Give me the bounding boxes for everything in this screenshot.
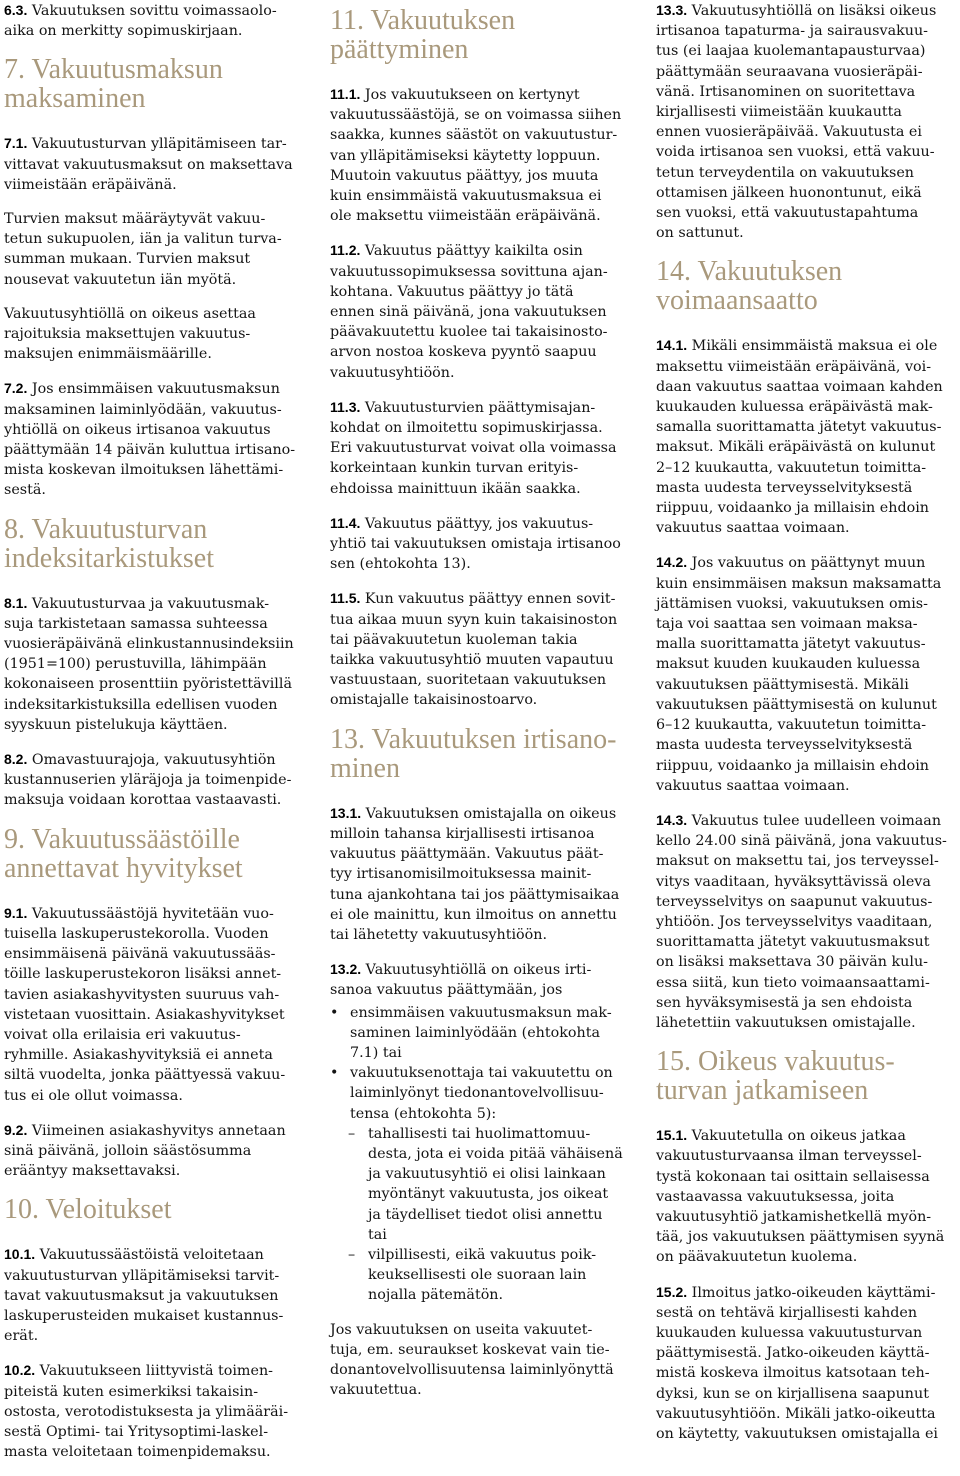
clause-number: 15.2.	[656, 1283, 688, 1300]
clause-text: Jos ensimmäisen vakuutusmaksun maksaminen laiminlyödään, vakuutus- yhtiöllä on oikeus irtisanoa vakuutus päättymään 14 päivän kuluttua irtisano- mista koskevan ilmoituksen lähettämi- sestä.	[4, 381, 296, 499]
clause-text: Vakuutetulla on oikeus jatkaa vakuutusturvaansa ilman terveyssel- tystä kokonaan tai osittain sellaisessa vastaavassa vakuutuksessa, joita vakuutusyhtiö jatkamishetkellä myön- tää, jos vakuutuksen päättymisen syynä on päävakuutetun kuolema.	[656, 1128, 945, 1266]
clause-text: Vakuutusturvaa ja vakuutusmak- suja tarkistetaan samassa suhteessa vuosieräpäivänä elinkustannusindeksiin (1951=100) perustuvilla, lähimpään kokonaiseen prosenttiin pyöristettävillä indeksitarkistuksilla edellisen vuoden syyskuun pistelukuja käyttäen.	[4, 595, 294, 733]
clause-number: 10.1.	[4, 1246, 36, 1263]
clause-8-2	[4, 749, 310, 811]
clause-number: 13.2.	[330, 961, 362, 978]
clause-13-1	[330, 803, 636, 945]
clause-14-2	[656, 552, 956, 795]
clause-number: 6.3.	[4, 2, 28, 18]
section-heading-8: 8. Vakuutusturvan indeksitarkistukset	[4, 513, 214, 574]
clause-text: Vakuutusyhtiöllä on oikeus irti- sanoa vakuutus päättymään, jos	[330, 962, 592, 999]
clause-text: Viimeinen asiakashyvitys annetaan sinä päivänä, jolloin säästösumma erääntyy maksettavaksi.	[4, 1122, 286, 1180]
clause-8-1	[4, 593, 310, 735]
clause-number: 8.2.	[4, 751, 28, 768]
clause-number: 15.1.	[656, 1127, 688, 1144]
section-heading-10: 10. Veloitukset	[4, 1194, 172, 1226]
clause-14-1	[656, 335, 956, 538]
clause-number: 14.1.	[656, 337, 688, 354]
list-item: • vakuutuksenottaja tai vakuutettu on laiminlyönyt tiedonantovelvollisuu- tensa (ehtokohta 5):	[330, 1063, 636, 1124]
clause-text: Vakuutuksen omistajalla on oikeus milloin tahansa kirjallisesti irtisanoa vakuutus päättymään. Vakuutus päät- tyy irtisanomisilmoituksessa mainit- tuna ajankohtana tai jos päättymisaikaa ei ole mainittu, kun ilmoitus on annettu tai lähetetty vakuutusyhtiöön.	[330, 805, 620, 943]
clause-7-2	[4, 378, 310, 500]
clause-number: 14.3.	[656, 811, 688, 828]
section-heading-14: 14. Vakuutuksen voimaansaatto	[656, 256, 843, 317]
clause-number: 14.2.	[656, 554, 688, 571]
clause-number: 11.2.	[330, 242, 361, 259]
clause-text: Ilmoitus jatko-oikeuden käyttämi- sestä on tehtävä kirjallisesti kahden kuukauden kuluessa vakuutusturvan päättymisestä. Jatko-oikeuden käyttä- mistä koskeva ilmoitus katsotaan teh- dyksi, kun se on kirjallisena saapunut vakuutusyhtiöön. Mikäli jatko-oikeutta on käytetty, vakuutuksen omistajalla ei	[656, 1284, 938, 1442]
clause-15-1	[656, 1125, 956, 1267]
clause-number: 11.1.	[330, 86, 361, 102]
clause-14-3	[656, 810, 956, 1033]
list-item: • ensimmäisen vakuutusmaksun mak- saminen laiminlyödään (ehtokohta 7.1) tai	[330, 1003, 636, 1064]
clause-text: Jos vakuutukseen on kertynyt vakuutussäästöjä, se on voimassa siihen saakka, kunnes säästöt on vakuutustur- van ylläpitämiseksi käytetty loppuun. Muutoin vakuutus päättyy, jos muuta kuin ensimmäistä vakuutusmaksua ei ole maksettu viimeistään eräpäivänä.	[330, 87, 622, 225]
clause-15-2	[656, 1282, 956, 1445]
clause-text: Vakuutussäästöistä veloitetaan vakuutusturvan ylläpitämiseksi tarvit- tavat vakuutusmaksut ja vakuutuksen laskuperusteiden mukaiset kustannus- erät.	[4, 1247, 284, 1345]
section-heading-11: 11. Vakuutuksen päättyminen	[330, 5, 516, 65]
clause-text: Vakuutus tulee uudelleen voimaan kello 24.00 sinä päivänä, jona vakuutus- maksut on maksettu tai, jos terveyssel- vitys vaaditaan, hyväksyttävissä oleva terveysselvitys on saapunut vakuutus- yhtiöön. Jos terveysselvitys vaaditaan, suorittamatta jätetyt vakuutusmaksut on lisäksi maksettava 30 päivän kulu- essa siitä, kun tieto voimaansaattami- sen hyväksymisestä ja sen ehdoista lähetettiin vakuutuksen omistajalle.	[656, 812, 947, 1031]
clause-text: Vakuutussäästöjä hyvitetään vuo- tuisella laskuperustekorolla. Vuoden ensimmäisenä päivänä vakuutussääs- töille laskuperustekoron lisäksi annet- tavien asiakashyvitysten suuruus vah- vistetaan vuosittain. Asiakashyvitykset voivat olla erilaisia eri vakuutus- ryhmille. Asiakashyvityksiä ei anneta siltä vuodelta, jonka päättyessä vakuu- tus ei ole ollut voimassa.	[4, 905, 286, 1104]
clause-9-2	[4, 1120, 310, 1182]
clause-13-3	[656, 0, 956, 243]
section-heading-7: 7. Vakuutusmaksun maksaminen	[4, 54, 223, 115]
clause-number: 9.1.	[4, 904, 28, 921]
clause-text: Vakuutus päättyy kaikilta osin vakuutussopimuksessa sovittuna ajan- kohtana. Vakuutus päättyy jo tätä ennen sinä päivänä, jona vakuutuksen päävakuutettu kuolee tai takaisinosto- arvon nostoa koskeva pyyntö saapuu vakuutusyhtiöön.	[330, 243, 608, 381]
clause-number: 13.3.	[656, 2, 688, 18]
clause-number: 11.4.	[330, 514, 361, 531]
paragraph: Vakuutusyhtiöllä on oikeus asettaa rajoituksia maksettujen vakuutus- maksujen enimmäismäärille.	[4, 305, 256, 363]
clause-number: 11.3.	[330, 398, 361, 415]
clause-11-1	[330, 84, 636, 226]
clause-7-1	[4, 133, 310, 195]
clause-text: Vakuutusyhtiöllä on lisäksi oikeus irtisanoa tapaturma- ja sairausvakuu- tus (ei laajaa kuolemantapausturvaa) päättymään seuraavana vuosieräpäi- vänä. Irtisanominen on suoritettava kirjallisesti viimeistään kuukautta ennen vuosieräpäivää. Vakuutusta ei voida irtisanoa sen vuoksi, että vakuu- tetun terveydentila on vakuutuksen ottamisen jälkeen huonontunut, eikä sen vuoksi, että vakuutustapahtuma on sattunut.	[656, 3, 937, 242]
section-heading-13: 13. Vakuutuksen irtisano- minen	[330, 723, 617, 784]
clause-number: 8.1.	[4, 594, 28, 611]
column-2	[330, 0, 636, 1414]
clause-text: Vakuutus päättyy, jos vakuutus- yhtiö tai vakuutuksen omistaja irtisanoo sen (ehtokohta 13).	[330, 515, 621, 573]
clause-10-2	[4, 1360, 310, 1462]
clause-text: Vakuutuksen sovittu voimassaolo- aika on merkitty sopimuskirjaan.	[4, 3, 277, 40]
clause-13-2	[330, 959, 636, 1000]
clause-text: Mikäli ensimmäistä maksua ei ole maksettu viimeistään eräpäivänä, voi- daan vakuutus saattaa voimaan kahden kuukauden kuluessa eräpäivästä mak- samalla suorittamatta jätetyt vakuutus- maksut. Mikäli eräpäivästä on kulunut 2–12 kuukautta, vakuutetun toimitta- masta uudesta terveysselvityksestä riippuu, voidaanko ja millaisin ehdoin vakuutus saattaa voimaan.	[656, 338, 943, 537]
clause-number: 13.1.	[330, 804, 362, 821]
paragraph: Turvien maksut määräytyvät vakuu- tetun sukupuolen, iän ja valitun turva- summan mukaan. Turvien maksut nousevat vakuutetun iän myötä.	[4, 211, 282, 288]
clause-text: Vakuutusturvien päättymisajan- kohdat on ilmoitettu sopimuskirjassa. Eri vakuutusturvat voivat olla voimassa korkeintaan kunkin turvan erityis- ehdoissa mainittuun ikään saakka.	[330, 399, 617, 497]
column-1	[4, 0, 310, 1476]
clause-text: Kun vakuutus päättyy ennen sovit- tua aikaa muun syyn kuin takaisinoston tai päävakuutetun kuoleman takia taikka vakuutusyhtiö muuten vapautuu vastuustaan, suoritetaan vakuutuksen omistajalle takaisinostoarvo.	[330, 591, 618, 709]
clause-11-4	[330, 513, 636, 575]
clause-number: 10.2.	[4, 1362, 36, 1379]
sub-list-item: – vilpillisesti, eikä vakuutus poik- keuksellisesti ole suoraan lain nojalla pätemätön.	[330, 1245, 636, 1306]
clause-11-3	[330, 397, 636, 499]
clause-number: 7.1.	[4, 135, 28, 152]
sub-list-item: – tahallisesti tai huolimattomuu- desta, jota ei voida pitää vähäisenä ja vakuutusyhtiö ei olisi lainkaan myöntänyt vakuutusta, jos oikeat ja täydelliset tiedot olisi annettu tai	[330, 1124, 636, 1245]
clause-text: Jos vakuutus on päättynyt muun kuin ensimmäisen maksun maksamatta jättämisen vuoksi, vakuutuksen omis- taja voi saattaa sen voimaan maksa- malla suorittamatta jätetyt vakuutus- maksut kuuden kuukauden kuluessa vakuutuksen päättymisestä. Mikäli vakuutuksen päättymisestä on kulunut 6–12 kuukautta, vakuutetun toimitta- masta uudesta terveysselvityksestä riippuu, voidaanko ja millaisin ehdoin vakuutus saattaa voimaan.	[656, 555, 942, 794]
clause-number: 11.5.	[330, 590, 361, 607]
clause-number: 9.2.	[4, 1121, 28, 1138]
section-heading-15: 15. Oikeus vakuutus- turvan jatkamiseen	[656, 1046, 895, 1107]
clause-11-5	[330, 588, 636, 710]
section-heading-9: 9. Vakuutussäästöille annettavat hyvitykset	[4, 823, 243, 884]
clause-6-3	[4, 0, 310, 41]
clause-10-1	[4, 1244, 310, 1346]
clause-number: 7.2.	[4, 380, 28, 397]
clause-text: Omavastuurajoja, vakuutusyhtiön kustannuserien yläräjoja ja toimenpide- maksuja voidaan korottaa vastaavasti.	[4, 752, 292, 809]
clause-11-2	[330, 240, 636, 382]
column-3	[656, 0, 956, 1458]
bullet-list	[330, 1003, 636, 1306]
clause-9-1	[4, 903, 310, 1106]
paragraph: Jos vakuutuksen on useita vakuutet- tuja, em. seuraukset koskevat vain tie- donantovelvollisuutensa laiminlyönyttä vakuutettua.	[330, 1321, 614, 1399]
clause-text: Vakuutusturvan ylläpitämiseen tar- vittavat vakuutusmaksut on maksettava viimeistään eräpäivänä.	[4, 136, 293, 193]
clause-text: Vakuutukseen liittyvistä toimen- piteistä kuten esimerkiksi takaisin- ostosta, verotodistuksesta ja ylimääräi- sestä Optimi- tai Yritysoptimi-laskel- masta veloitetaan toimenpidemaksu.	[4, 1363, 289, 1461]
